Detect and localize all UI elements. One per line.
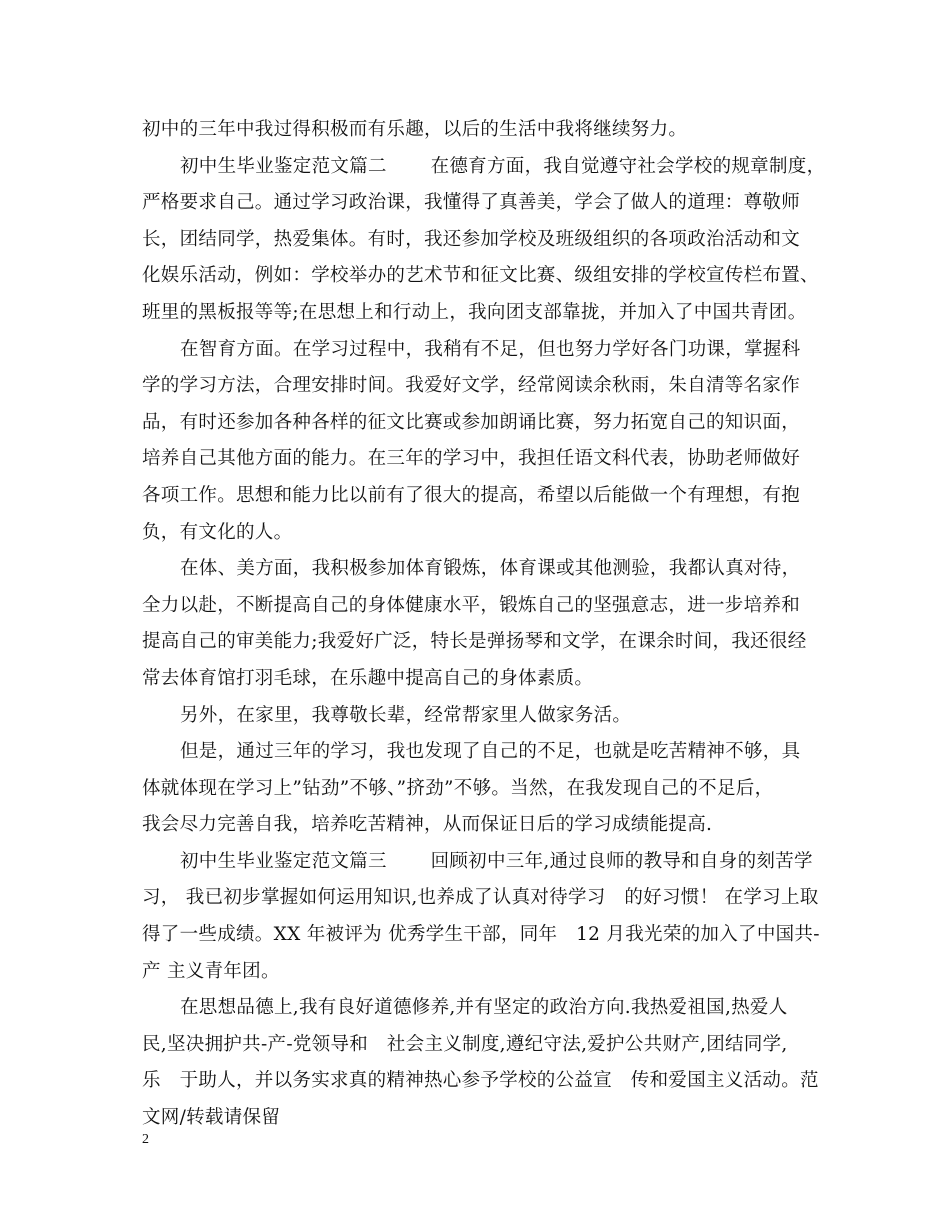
text-line: 培养自己其他方面的能力。在三年的学习中，我担任语文科代表，协助老师做好 <box>142 448 801 470</box>
text-line: 我会尽力完善自我，培养吃苦精神，从而保证日后的学习成绩能提高. <box>142 814 713 836</box>
text-line: 但是，通过三年的学习，我也发现了自己的不足，也就是吃苦精神不够，具 <box>180 741 801 763</box>
text-line: 民,坚决拥护共-产-党领导和 社会主义制度,遵纪守法,爱护公共财产,团结同学, <box>142 1033 788 1055</box>
text-line: 初中生毕业鉴定范文篇三 回顾初中三年,通过良师的教导和自身的刻苦学 <box>180 850 813 872</box>
text-line: 在智育方面。在学习过程中，我稍有不足，但也努力学好各门功课，掌握科 <box>180 338 801 360</box>
text-line: 得了一些成绩。XX 年被评为 优秀学生干部，同年 12 月我光荣的加入了中国共- <box>142 924 820 946</box>
text-line: 另外，在家里，我尊敬长辈，经常帮家里人做家务活。 <box>180 704 632 726</box>
text-line: 初中的三年中我过得积极而有乐趣，以后的生活中我将继续努力。 <box>142 119 688 140</box>
text-line: 常去体育馆打羽毛球，在乐趣中提高自己的身体素质。 <box>142 667 594 689</box>
body-text <box>142 112 826 1137</box>
text-line: 乐 于助人，并以务实求真的精神热心参予学校的公益宣 传和爱国主义活动。范 <box>142 1070 819 1092</box>
text-line: 长，团结同学，热爱集体。有时，我还参加学校及班级组织的各项政治活动和文 <box>142 228 801 250</box>
text-line: 品，有时还参加各种各样的征文比赛或参加朗诵比赛，努力拓宽自己的知识面， <box>142 411 801 433</box>
text-line: 习， 我已初步掌握如何运用知识,也养成了认真对待学习 的好习惯！ 在学习上取 <box>142 887 819 909</box>
text-line: 初中生毕业鉴定范文篇二 在德育方面，我自觉遵守社会学校的规章制度， <box>180 155 826 177</box>
text-line: 产 主义青年团。 <box>142 960 280 982</box>
text-line: 负，有文化的人。 <box>142 521 293 543</box>
text-line: 班里的黑板报等等;在思想上和行动上，我向团支部靠拢，并加入了中国共青团。 <box>142 301 807 323</box>
text-line: 在体、美方面，我积极参加体育锻炼，体育课或其他测验，我都认真对待， <box>180 558 801 580</box>
text-line: 学的学习方法，合理安排时间。我爱好文学，经常阅读余秋雨，朱自清等名家作 <box>142 375 801 397</box>
text-line: 化娱乐活动，例如：学校举办的艺术节和征文比赛、级组安排的学校宣传栏布置、 <box>142 265 819 287</box>
text-line: 提高自己的审美能力;我爱好广泛，特长是弹扬琴和文学，在课余时间，我还很经 <box>142 631 807 653</box>
text-line: 各项工作。思想和能力比以前有了很大的提高，希望以后能做一个有理想，有抱 <box>142 484 801 506</box>
text-line: 体就体现在学习上”钻劲”不够、”挤劲”不够。当然，在我发现自己的不足后， <box>142 777 774 799</box>
text-line: 严格要求自己。通过学习政治课，我懂得了真善美，学会了做人的道理：尊敬师 <box>142 192 801 214</box>
text-line: 文网/转载请保留 <box>142 1107 281 1129</box>
page-number: 2 <box>142 1132 149 1147</box>
text-line: 全力以赴，不断提高自己的身体健康水平，锻炼自己的坚强意志，进一步培养和 <box>142 594 801 616</box>
text-line: 在思想品德上,我有良好道德修养,并有坚定的政治方向.我热爱祖国,热爱人 <box>180 997 788 1019</box>
